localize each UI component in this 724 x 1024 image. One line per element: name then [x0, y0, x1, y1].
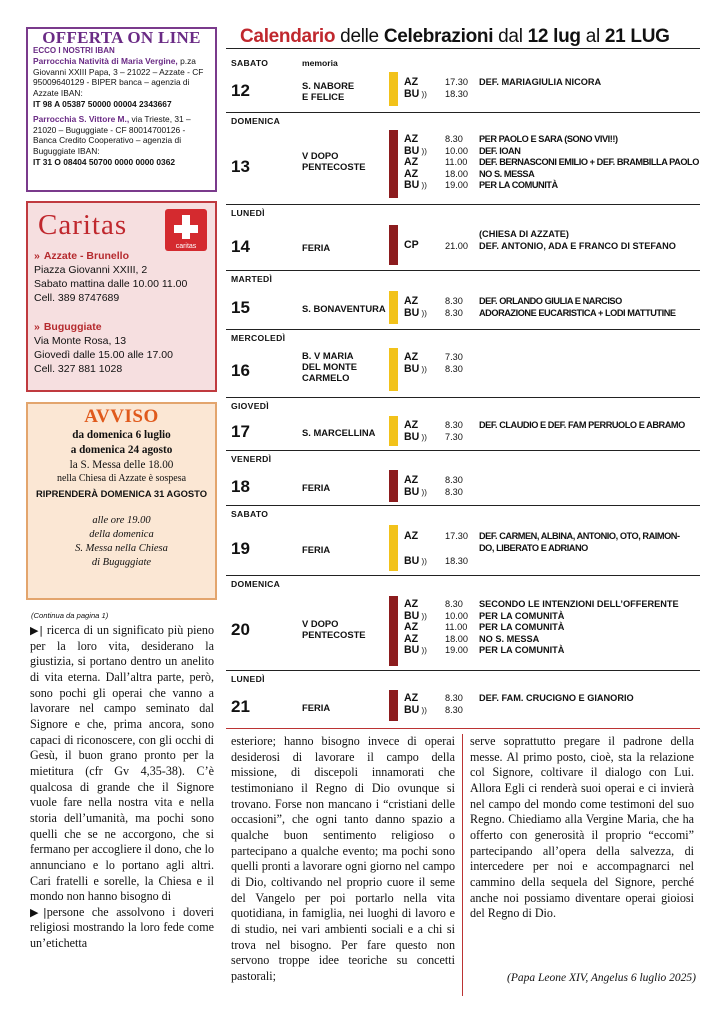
mass-locations: AZ BU )) [404, 295, 427, 319]
mass-intentions: DEF. FAM. CRUCIGNO E GIANORIO [479, 693, 634, 703]
streaming-icon: )) [419, 611, 427, 621]
day-label: S. MARCELLINA [302, 427, 376, 438]
caritas-azzate [34, 249, 187, 305]
liturgical-color-bar [389, 690, 398, 721]
mass-intentions: PER PAOLO E SARA (SONO VIVI!!) DEF. IOAN DEF. BERNASCONI EMILIO + DEF. BRAMBILLA PAOLO NO S. MESSA PER LA COMUNITÀ [479, 134, 699, 191]
day-label: FERIA [302, 242, 331, 253]
article-column-2: esteriore; hanno bisogno invece di operai desiderosi di lavorare il campo della missione, di discepoli innamorati che testimoniano il Regno di Dio ovunque si trovano. Forse non mancano i “cristiani delle occasioni”, che ogni tanto danno spazio a qualche buon sentimento religioso o partecipano a qualche evento; ma pochi sono quelli pronti a lavorare ogni giorno nel campo di Dio, coltivando nel proprio cuore il seme del Vangelo per poi portarlo nella vita quotidiana, in famiglia, nei luoghi di lavoro e di studio, nei vari ambienti sociali e a chi si trova nel bisogno. Per fare questo non servono troppe idee teoriche su concetti pastorali; [231, 734, 455, 983]
avviso-line: S. Messa nella Chiesa [75, 542, 168, 554]
day-number: 13 [231, 157, 250, 176]
caritas-buguggiate-line: Via Monte Rosa, 13 [34, 335, 127, 347]
calendar-day [226, 451, 700, 506]
avviso-line: a domenica 24 agosto [70, 443, 173, 456]
day-label: V DOPO PENTECOSTE [302, 618, 366, 640]
caritas-place-2: Buguggiate [43, 321, 102, 333]
day-label: S. NABORE E FELICE [302, 80, 355, 102]
triangle-marker-icon: ▶| [30, 624, 44, 637]
title-delle: delle [335, 26, 384, 47]
liturgical-color-bar [389, 72, 398, 106]
streaming-icon: )) [419, 308, 427, 318]
offerta-title: OFFERTA ON LINE [42, 28, 201, 47]
streaming-icon: )) [419, 487, 427, 497]
avviso-line: la S. Messa delle 18.00 [69, 458, 174, 471]
article-column-1 [30, 623, 214, 952]
day-label: V DOPO PENTECOSTE [302, 150, 366, 172]
continued-note: (Continua da pagina 1) [31, 611, 109, 620]
avviso-line: nella Chiesa di Azzate è sospesa [56, 473, 187, 485]
day-number: 14 [231, 237, 250, 256]
day-memo: memoria [302, 58, 338, 68]
day-name: VENERDÌ [231, 454, 272, 464]
mass-time: 17.30 [445, 531, 468, 541]
mass-time: 18.30 [445, 556, 468, 566]
streaming-icon: )) [419, 646, 427, 656]
day-number: 12 [231, 81, 250, 100]
calendar-day [226, 576, 700, 671]
title-start-date: 12 lug [527, 26, 581, 47]
article-citation: (Papa Leone XIV, Angelus 6 luglio 2025) [507, 972, 696, 984]
day-label: FERIA [302, 544, 331, 555]
liturgical-color-bar [389, 525, 398, 571]
liturgical-color-bar [389, 596, 398, 666]
avviso-line: della domenica [89, 528, 154, 540]
mass-times: 8.30 8.30 [445, 693, 463, 715]
caritas-logo-word: Caritas [38, 209, 128, 241]
liturgical-color-bar [389, 291, 398, 324]
day-label: S. BONAVENTURA [302, 303, 386, 314]
article-text: persone che assolvono i doveri religiosi mostrando la loro fede come un’etichetta [30, 904, 214, 951]
avviso-title: AVVISO [84, 406, 159, 427]
article-text: ricerca di un significato più pieno per la loro vita, desiderano la giustizia, si portano dentro un anelito di vita eterna. Dall’altra parte, però, sono pochi gli operai che vanno a lavorare nel campo seminato dal Signore e che, prima ancora, sono capaci di riconoscere, con gli occhi di Gesù, il buon grano pronto per la mietitura (cfr Gv 4,35-38). C’è qualcosa di grande che il Signore vuole fare nella nostra vita e nella storia dell’umanità, ma pochi sono quelli che se ne accorgono, che si fermano per accogliere il dono, che lo annunciano e lo portano agli altri. Cari fratelli e sorelle, la Chiesa e il mondo non hanno bisogno di [30, 623, 214, 904]
parish-2-name: Parrocchia S. Vittore M., [33, 114, 130, 125]
arrow-icon: » [34, 321, 40, 333]
title-divider [226, 48, 700, 49]
mass-locations: AZ BU )) AZ AZ BU )) [404, 598, 427, 657]
mass-times: 8.30 8.30 [445, 296, 463, 318]
mass-intentions: DEF. ANTONIO, ADA E FRANCO DI STEFANO [479, 241, 676, 251]
day-name: LUNEDÌ [231, 208, 265, 218]
mass-times: 8.30 7.30 [445, 420, 463, 442]
parish-1-iban: IT 98 A 05387 50000 00004 2343667 [33, 98, 172, 109]
offerta-parish-1 [33, 56, 210, 109]
avviso-box [26, 402, 217, 600]
calendar-day [226, 113, 700, 205]
mass-intentions: DEF. ORLANDO GIULIA E NARCISO ADORAZIONE EUCARISTICA + LODI MATTUTINE [479, 296, 676, 318]
day-name: MARTEDÌ [231, 274, 273, 284]
offerta-subtitle: ECCO I NOSTRI IBAN [33, 45, 115, 55]
avviso-line: da domenica 6 luglio [72, 429, 171, 441]
caritas-mark-text: caritas [175, 243, 197, 250]
calendar-title [240, 26, 704, 48]
day-name: SABATO [231, 509, 269, 519]
parish-2-iban: IT 31 O 08404 50700 0000 0000 0362 [33, 156, 176, 167]
title-dal: dal [493, 26, 528, 47]
calendar-day [226, 330, 700, 398]
mass-locations: CP [404, 239, 419, 251]
offerta-parish-2 [33, 114, 210, 167]
mass-times: 8.30 8.30 [445, 475, 463, 497]
avviso-resume: RIPRENDERÀ DOMENICA 31 AGOSTO [35, 488, 208, 500]
title-end-date: 21 LUG [604, 26, 670, 47]
day-label: B. V MARIA DEL MONTE CARMELO [302, 350, 358, 383]
streaming-icon: )) [419, 364, 427, 374]
article-top-rule [226, 728, 700, 729]
liturgical-color-bar [389, 416, 398, 446]
title-al: al [580, 26, 605, 47]
streaming-icon: )) [419, 432, 427, 442]
day-name: DOMENICA [231, 116, 281, 126]
liturgical-color-bar [389, 470, 398, 502]
day-number: 20 [231, 620, 250, 639]
mass-locations: AZ BU )) [404, 692, 427, 716]
day-number: 15 [231, 298, 250, 317]
mass-times: 8.30 10.00 11.00 18.00 19.00 [445, 599, 468, 656]
mass-intentions: DEF. CLAUDIO E DEF. FAM PERRUOLO E ABRAMO [479, 420, 685, 430]
calendar-day [226, 205, 700, 271]
mass-locations: AZ BU )) [404, 474, 427, 498]
title-calendario: Calendario [240, 26, 336, 47]
day-label: FERIA [302, 702, 331, 713]
avviso-line: di Buguggiate [91, 556, 152, 568]
column-divider [462, 734, 463, 996]
mass-locations: AZ BU )) AZ AZ BU )) [404, 133, 427, 192]
liturgical-color-bar [389, 225, 398, 265]
mass-intentions: DEF. CARMEN, ALBINA, ANTONIO, OTO, RAIMON- DO, LIBERATO E ADRIANO [479, 531, 680, 553]
caritas-azzate-line: Sabato mattina dalle 10.00 11.00 [34, 278, 188, 290]
mass-locations: AZ BU )) [404, 351, 427, 375]
streaming-icon: )) [419, 557, 427, 566]
caritas-place-1: Azzate - Brunello [43, 250, 130, 262]
article-column-3: serve soprattutto pregare il padrone della messe. Al primo posto, cioè, sta la relazione col Signore, coltivare il dialogo con Lui. Allora Egli ci renderà suoi operai e ci invierà nel campo del mondo come testimoni del suo Regno. Chiediamo alla Vergine Maria, che ha offerto con generosità il proprio “eccomi” partecipando all’opera della salvezza, di intercedere per noi e accompagnarci nel cammino della sequela del Signore, perché anche noi possiamo diventare operai gioiosi del Regno di Dio. [470, 734, 694, 921]
mass-times: 8.30 10.00 11.00 18.00 19.00 [445, 134, 468, 191]
mass-times: 17.30 18.30 [445, 77, 468, 99]
day-name: SABATO [231, 58, 269, 68]
caritas-buguggiate-line: Giovedì dalle 15.00 alle 17.00 [34, 349, 173, 361]
calendar-day [226, 55, 700, 113]
streaming-icon: )) [419, 181, 427, 191]
streaming-icon: )) [419, 705, 427, 715]
day-name: MERCOLEDÌ [231, 333, 286, 343]
mass-locations: AZ BU )) [404, 76, 427, 100]
caritas-buguggiate-line: Cell. 327 881 1028 [34, 363, 123, 375]
mass-intentions: SECONDO LE INTENZIONI DELL’OFFERENTE PER LA COMUNITÀ PER LA COMUNITÀ NO S. MESSA PER LA COMUNITÀ [479, 599, 679, 656]
day-name: GIOVEDÌ [231, 401, 269, 411]
avviso-line: alle ore 19.00 [92, 514, 151, 526]
caritas-azzate-line: Piazza Giovanni XXIII, 2 [34, 264, 148, 276]
offerta-online-box [26, 27, 217, 192]
streaming-icon: )) [419, 89, 427, 99]
day-number: 17 [231, 422, 250, 441]
parish-1-name: Parrocchia Natività di Maria Vergine, [33, 56, 178, 67]
streaming-icon: )) [419, 146, 427, 156]
liturgical-color-bar [389, 348, 398, 391]
day-number: 18 [231, 477, 250, 496]
day-number: 16 [231, 361, 250, 380]
liturgical-color-bar [389, 130, 398, 198]
arrow-icon: » [34, 250, 40, 262]
mass-location: AZ [404, 530, 419, 542]
mass-locations: AZ BU )) [404, 419, 427, 443]
triangle-marker-icon: ▶| [30, 905, 47, 919]
day-name: DOMENICA [231, 579, 281, 589]
calendar-day [226, 398, 700, 451]
calendar-day [226, 271, 700, 330]
day-name: LUNEDÌ [231, 674, 265, 684]
mass-intentions-note: (CHIESA DI AZZATE) [479, 229, 569, 239]
parish-1-text: p.za Giovanni XXIII Papa, 3 – 21022 – Azzate - CF 95009640129 - BIPER banca – agenzia di Azzate IBAN: [33, 56, 204, 98]
day-label: FERIA [302, 482, 331, 493]
day-number: 19 [231, 539, 250, 558]
caritas-box [26, 201, 217, 392]
calendar-day [226, 506, 700, 576]
caritas-azzate-line: Cell. 389 8747689 [34, 292, 120, 304]
calendar-day [226, 671, 700, 723]
parish-2-text: via Trieste, 31 – 21020 – Buguggiate - CF 80014700126 - Banca Credito Cooperativo – agenzia di Buguggiate IBAN: [33, 114, 191, 156]
mass-times: 21.00 [445, 241, 468, 251]
mass-times: 7.30 8.30 [445, 352, 463, 374]
caritas-cross-icon [165, 209, 207, 251]
mass-intentions: DEF. MARIAGIULIA NICORA [479, 77, 602, 87]
title-celebrazioni: Celebrazioni [383, 26, 494, 47]
caritas-buguggiate [34, 320, 173, 376]
mass-location: BU )) [404, 555, 427, 567]
day-number: 21 [231, 697, 250, 716]
